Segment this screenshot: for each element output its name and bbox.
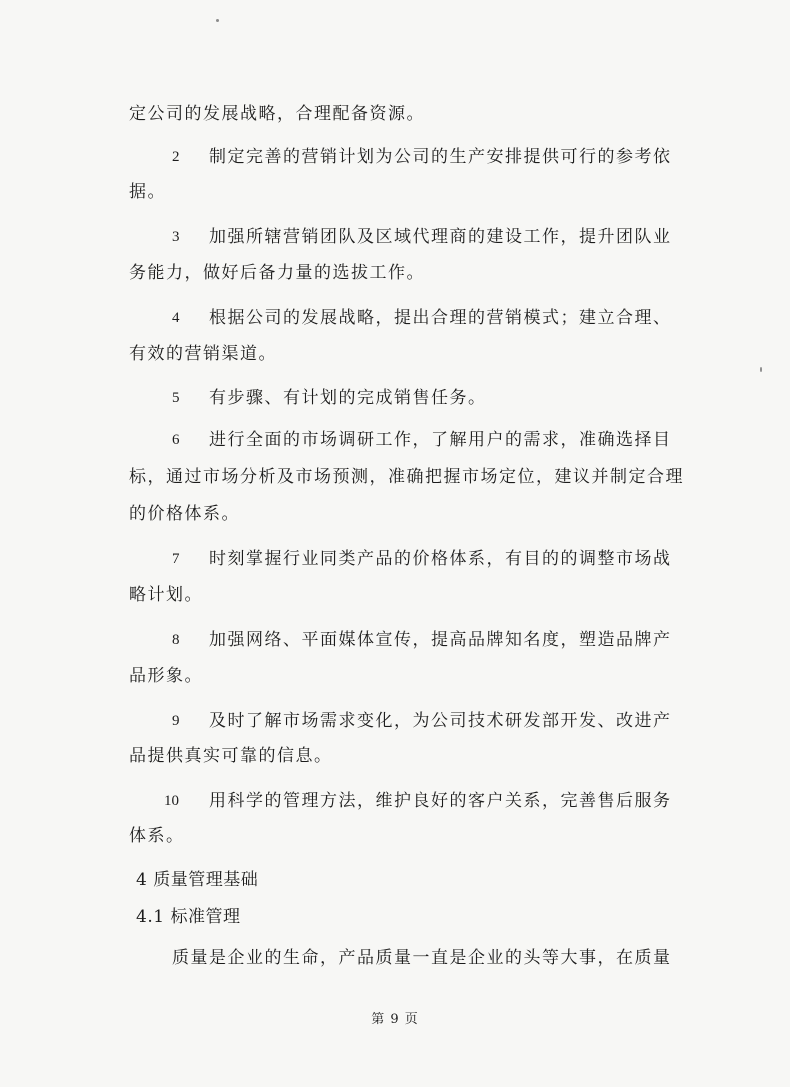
item-text-line: 加强所辖营销团队及区域代理商的建设工作，提升团队业 <box>209 227 672 247</box>
item-text-line: 标，通过市场分析及市场预测，准确把握市场定位，建议并制定合理 <box>129 467 684 487</box>
item-number: 2 <box>172 149 180 165</box>
item-number: 8 <box>172 632 180 648</box>
scan-speck <box>216 19 219 22</box>
item-number: 4 <box>172 310 180 326</box>
item-text-line: 体系。 <box>129 826 185 846</box>
item-text-line: 的价格体系。 <box>129 504 240 524</box>
section-heading: 4 质量管理基础 <box>136 870 259 890</box>
item-number: 10 <box>164 793 179 809</box>
scan-speck <box>760 367 762 372</box>
subsection-heading: 4.1 标准管理 <box>136 907 241 927</box>
item-text-line: 及时了解市场需求变化，为公司技术研发部开发、改进产 <box>209 711 672 731</box>
item-text-line: 进行全面的市场调研工作，了解用户的需求，准确选择目 <box>209 430 672 450</box>
item-text-line: 略计划。 <box>129 585 203 605</box>
item-text-line: 制定完善的营销计划为公司的生产安排提供可行的参考依 <box>209 147 672 167</box>
item-text-line: 品提供真实可靠的信息。 <box>129 746 333 766</box>
item-number: 5 <box>172 390 180 406</box>
page-footer: 第 9 页 <box>371 1012 419 1027</box>
item-text-line: 品形象。 <box>129 666 203 686</box>
item-text-line: 有步骤、有计划的完成销售任务。 <box>209 388 487 408</box>
item-number: 9 <box>172 713 180 729</box>
item-number: 7 <box>172 551 180 567</box>
item-text-line: 务能力，做好后备力量的选拔工作。 <box>129 263 425 283</box>
item-text-line: 根据公司的发展战略，提出合理的营销模式；建立合理、 <box>209 308 672 328</box>
item-text-line: 加强网络、平面媒体宣传，提高品牌知名度，塑造品牌产 <box>209 630 672 650</box>
item-text-line: 用科学的管理方法，维护良好的客户关系，完善售后服务 <box>209 791 672 811</box>
item-number: 6 <box>172 432 180 448</box>
item-text-line: 有效的营销渠道。 <box>129 344 277 364</box>
item-text-line: 据。 <box>129 182 166 202</box>
paragraph-line: 质量是企业的生命，产品质量一直是企业的头等大事，在质量 <box>172 948 672 968</box>
opening-line: 定公司的发展战略，合理配备资源。 <box>129 104 425 124</box>
item-text-line: 时刻掌握行业同类产品的价格体系，有目的的调整市场战 <box>209 549 672 569</box>
item-number: 3 <box>172 229 180 245</box>
